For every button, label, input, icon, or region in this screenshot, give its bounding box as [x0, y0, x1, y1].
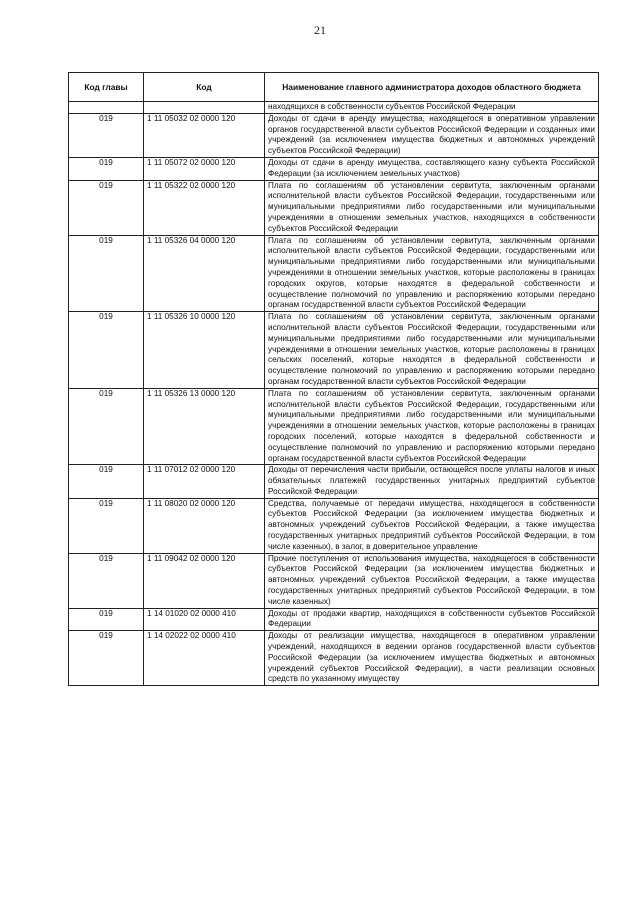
- continuation-code-cell: [69, 102, 144, 114]
- administrator-name-cell: Плата по соглашениям об установлении сервитута, заключенным органами исполнительной власти субъектов Российской Федерации, государственными или муниципальными предприятиями либо государственными или муниципальными учреждениями в отношении земельных участков, которые расположены в границах сельских поселений, которые находятся в федеральной собственности и осуществление полномочий по управлению и распоряжению которыми передано органам государственной власти субъектов Российской Федерации: [265, 312, 599, 389]
- kbk-code-cell: 1 11 05326 04 0000 120: [144, 235, 265, 312]
- chapter-code-cell: 019: [69, 312, 144, 389]
- kbk-code-cell: 1 11 05322 02 0000 120: [144, 180, 265, 235]
- table-row: [69, 312, 599, 389]
- chapter-code-cell: 019: [69, 388, 144, 465]
- administrator-name-cell: Прочие поступления от использования имущества, находящегося в собственности субъектов Российской Федерации (за исключением имущества бюджетных и автономных учреждений субъектов Российской Федерации, а также имущества государственных унитарных предприятий субъектов Российской Федерации, в том числе казенных): [265, 553, 599, 608]
- chapter-code-cell: 019: [69, 608, 144, 631]
- kbk-code-cell: 1 11 08020 02 0000 120: [144, 498, 265, 553]
- administrator-name-cell: Плата по соглашениям об установлении сервитута, заключенным органами исполнительной власти субъектов Российской Федерации, государственными или муниципальными предприятиями либо государственными или муниципальными учреждениями в отношении земельных участков, которые расположены в границах городских округов, которые находятся в федеральной собственности и осуществление полномочий по управлению и распоряжению которыми передано органам государственной власти субъектов Российской Федерации: [265, 235, 599, 312]
- kbk-code-cell: 1 14 02022 02 0000 410: [144, 631, 265, 686]
- header-chapter-code: Код главы: [69, 73, 144, 102]
- table-row: [69, 388, 599, 465]
- table-row: [69, 631, 599, 686]
- kbk-code-cell: 1 11 07012 02 0000 120: [144, 465, 265, 498]
- table-row: [69, 113, 599, 157]
- chapter-code-cell: 019: [69, 553, 144, 608]
- administrator-name-cell: Доходы от перечисления части прибыли, остающейся после уплаты налогов и иных обязательных платежей государственных унитарных предприятий субъектов Российской Федерации: [265, 465, 599, 498]
- kbk-code-cell: 1 11 05072 02 0000 120: [144, 157, 265, 180]
- table-row: [69, 465, 599, 498]
- kbk-code-cell: 1 11 05326 10 0000 120: [144, 312, 265, 389]
- administrator-name-cell: Средства, получаемые от передачи имущества, находящегося в собственности субъектов Российской Федерации (за исключением имущества бюджетных и автономных учреждений субъектов Российской Федерации, а также имущества государственных унитарных предприятий субъектов Российской Федерации, в том числе казенных), в залог, в доверительное управление: [265, 498, 599, 553]
- administrator-name-cell: Доходы от продажи квартир, находящихся в собственности субъектов Российской Федерации: [265, 608, 599, 631]
- table-row: [69, 608, 599, 631]
- chapter-code-cell: 019: [69, 180, 144, 235]
- header-administrator-name: Наименование главного администратора доходов областного бюджета: [265, 73, 599, 102]
- table-row: [69, 157, 599, 180]
- chapter-code-cell: 019: [69, 498, 144, 553]
- kbk-code-cell: 1 14 01020 02 0000 410: [144, 608, 265, 631]
- chapter-code-cell: 019: [69, 157, 144, 180]
- continuation-kbk-cell: [144, 102, 265, 114]
- header-kbk-code: Код: [144, 73, 265, 102]
- table-header-row: [69, 73, 599, 102]
- administrator-name-cell: Доходы от сдачи в аренду имущества, находящегося в оперативном управлении органов государственной власти субъектов Российской Федерации и созданных ими учреждений (за исключением имущества бюджетных и автономных учреждений субъектов Российской Федерации): [265, 113, 599, 157]
- chapter-code-cell: 019: [69, 235, 144, 312]
- continuation-row: [69, 102, 599, 114]
- page-number: 21: [314, 23, 326, 37]
- administrator-name-cell: Плата по соглашениям об установлении сервитута, заключенным органами исполнительной власти субъектов Российской Федерации, государственными или муниципальными предприятиями либо государственными или муниципальными учреждениями в отношении земельных участков, находящихся в собственности субъектов Российской Федерации: [265, 180, 599, 235]
- table-row: [69, 498, 599, 553]
- chapter-code-cell: 019: [69, 465, 144, 498]
- kbk-code-cell: 1 11 05032 02 0000 120: [144, 113, 265, 157]
- kbk-code-cell: 1 11 05326 13 0000 120: [144, 388, 265, 465]
- administrator-name-cell: Доходы от сдачи в аренду имущества, составляющего казну субъекта Российской Федерации (за исключением земельных участков): [265, 157, 599, 180]
- revenue-administrators-table: [68, 72, 599, 686]
- table-row: [69, 235, 599, 312]
- table-row: [69, 180, 599, 235]
- administrator-name-cell: Плата по соглашениям об установлении сервитута, заключенным органами исполнительной власти субъектов Российской Федерации, государственными или муниципальными предприятиями либо государственными или муниципальными учреждениями в отношении земельных участков, которые расположены в границах городских поселений, которые находятся в федеральной собственности и осуществление полномочий по управлению и распоряжению которыми передано органам государственной власти субъектов Российской Федерации: [265, 388, 599, 465]
- chapter-code-cell: 019: [69, 631, 144, 686]
- continuation-name-cell: находящихся в собственности субъектов Российской Федерации: [265, 102, 599, 114]
- kbk-code-cell: 1 11 09042 02 0000 120: [144, 553, 265, 608]
- table-row: [69, 553, 599, 608]
- administrator-name-cell: Доходы от реализации имущества, находящегося в оперативном управлении учреждений, находящихся в ведении органов государственной власти субъектов Российской Федерации (за исключением имущества бюджетных и автономных учреждений субъектов Российской Федерации), в части реализации основных средств по указанному имуществу: [265, 631, 599, 686]
- chapter-code-cell: 019: [69, 113, 144, 157]
